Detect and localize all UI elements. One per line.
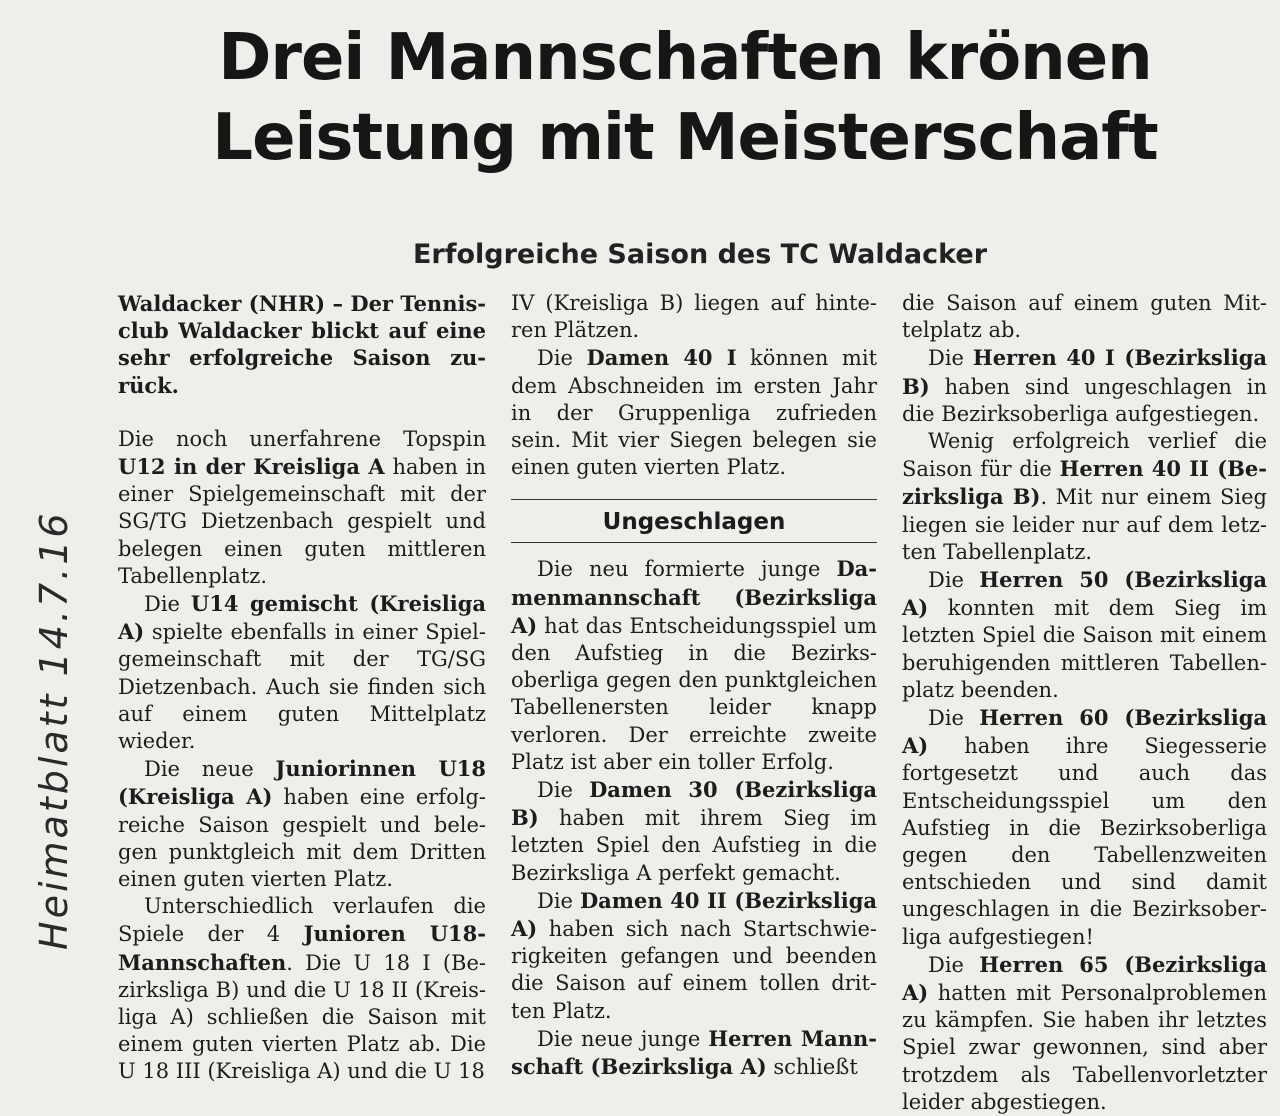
divider — [511, 499, 877, 500]
paragraph: Unterschiedlich verlaufen die Spiele der 4 Junioren U18-Mannschaften. Die U 18 I (Bezirksliga B) und die U 18 II (Kreisliga A) schließen die Saison mit einem guten vierten Platz ab. Die U 18 III (Kreisliga A) und die U 18 — [118, 894, 486, 1084]
article-column-1 — [118, 290, 486, 1086]
paragraph: Die neue Juniorinnen U18 (Kreisliga A) haben eine erfolgreiche Saison gespielt und belegen punktgleich mit dem Dritten einen guten vierten Platz. — [118, 756, 486, 892]
paragraph: Die neu formierte junge Damenmannschaft (Bezirksliga A) hat das Entscheidungsspiel um den Aufstieg in die Bezirksoberliga gegen den punktgleichen Tabellenersten leider knapp verloren. Der erreichte zweite Platz ist aber ein toller Erfolg. — [511, 556, 877, 774]
paragraph: Die Herren 60 (Bezirksliga A) haben ihre Siegesserie fortgesetzt und auch das Entscheidungsspiel um den Aufstieg in die Bezirksoberliga gegen den Tabellenzweiten entschieden und sind damit ungeschlagen in die Bezirksoberliga aufgestiegen! — [902, 705, 1268, 949]
paragraph: Wenig erfolgreich verlief die Saison für die Herren 40 II (Bezirksliga B). Mit nur einem Sieg liegen sie leider nur auf dem letzten Tabellenplatz. — [902, 429, 1267, 564]
paragraph: IV (Kreisliga B) liegen auf hinteren Plätzen. — [511, 291, 877, 343]
section-heading: Ungeschlagen — [602, 509, 786, 536]
paragraph: Die Damen 30 (Bezirksliga B) haben mit ihrem Sieg im letzten Spiel den Aufstieg in die Bezirksliga A perfekt gemacht. — [511, 777, 877, 885]
article-column-2 — [511, 290, 877, 1081]
handwritten-note: Heimatblatt 14.7.16 — [32, 510, 76, 950]
headline — [100, 18, 1270, 178]
lead-paragraph: Waldacker (NHR) – Der Tennisclub Waldacker blickt auf eine sehr erfolgreiche Saison zurück. — [118, 291, 486, 398]
headline-line-2: Leistung mit Meisterschaft — [212, 101, 1158, 175]
paragraph: Die noch unerfahrene Topspin U12 in der Kreisliga A haben in einer Spielgemeinschaft mit der SG/TG Dietzenbach gespielt und belegen einen guten mittleren Tabellenplatz. — [118, 426, 486, 588]
paragraph: Die neue junge Herren Mannschaft (Bezirksliga A) schließt — [511, 1025, 877, 1080]
paragraph: Die Damen 40 I können mit dem Abschneiden im ersten Jahr in der Gruppenliga zufrieden sein. Mit vier Siegen belegen sie einen guten vierten Platz. — [511, 345, 878, 480]
paragraph: Die Damen 40 II (Bezirksliga A) haben sich nach Startschwierigkeiten gefangen und beenden die Saison auf einem tollen dritten Platz. — [511, 887, 877, 1023]
subheadline: Erfolgreiche Saison des TC Waldacker — [412, 239, 988, 270]
paragraph: die Saison auf einem guten Mittelplatz ab. — [902, 291, 1267, 343]
paragraph: Die Herren 40 I (Bezirksliga B) haben sind ungeschlagen in die Bezirksoberliga aufgestiegen. — [902, 345, 1268, 426]
article-column-3 — [902, 290, 1267, 1116]
divider — [511, 542, 877, 543]
paragraph: Die Herren 65 (Bezirksliga A) hatten mit Personalproblemen zu kämpfen. Sie haben ihr letztes Spiel zwar gewonnen, sind aber trotzdem als Tabellenvorletzter leider abgestiegen. — [902, 951, 1268, 1114]
paragraph: Die Herren 50 (Bezirksliga A) konnten mit dem Sieg im letzten Spiel die Saison mit einem beruhigenden mittleren Tabellenplatz beenden. — [902, 567, 1268, 702]
paragraph: Die U14 gemischt (Kreisliga A) spielte ebenfalls in einer Spielgemeinschaft mit der TG/SG Dietzenbach. Auch sie finden sich auf einem guten Mittelplatz wieder. — [118, 591, 486, 754]
headline-line-1: Drei Mannschaften krönen — [218, 21, 1152, 95]
